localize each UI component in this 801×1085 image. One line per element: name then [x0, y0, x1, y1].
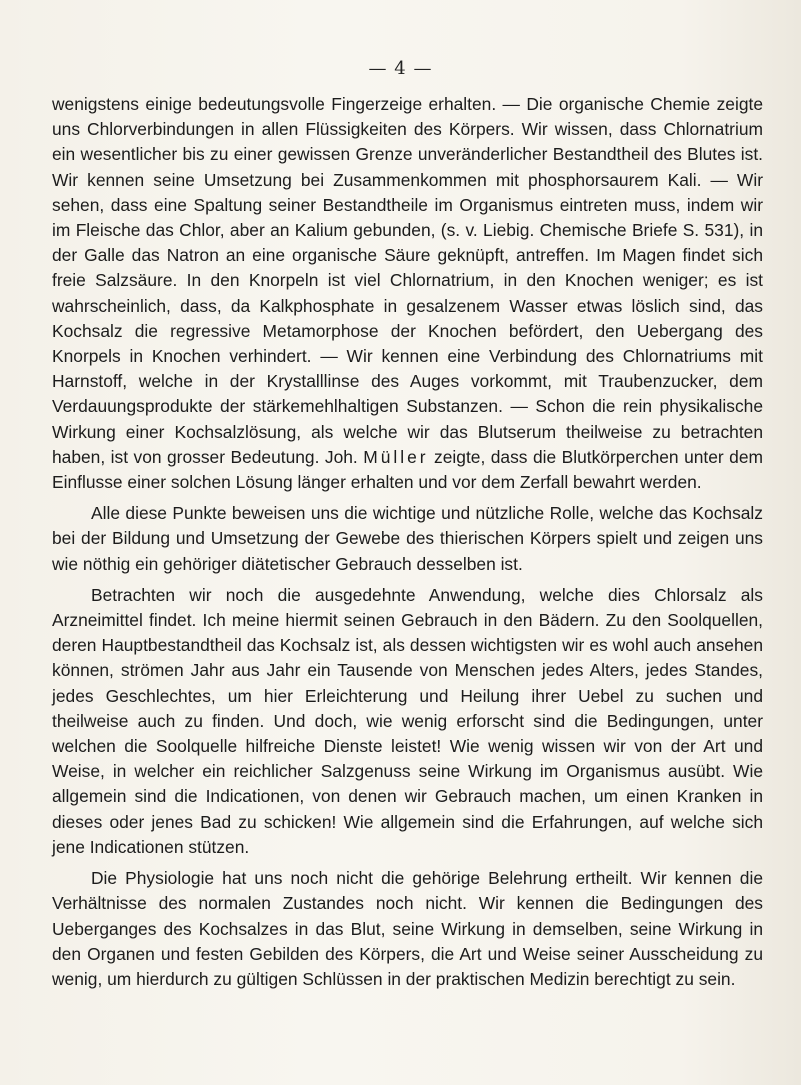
page-number: — 4 —	[368, 58, 433, 79]
paragraph-1-part-1: wenigstens einige bedeutungsvolle Fingerzeige erhalten. — Die organische Chemie zeigte uns Chlorverbindungen in allen Flüssigkeiten des Körpers. Wir wissen, dass Chlornatrium ein wesentlicher bis zu einer gewissen Grenze unveränderlicher Bestandtheil des Blutes ist. Wir kennen seine Umsetzung bei Zusammenkommen mit phosphorsaurem Kali. — Wir sehen, dass eine Spaltung seiner Bestandtheile im Organismus eintreten muss, indem wir im Fleische das Chlor, aber an Kalium gebunden, (s. v. Liebig. Chemische Briefe S. 531), in der Galle das Natron an eine organische Säure geknüpft, antreffen. Im Magen findet sich freie Salzsäure. In den Knorpeln ist viel Chlornatrium, in den Knochen weniger; es ist wahrscheinlich, dass, da Kalkphosphate in gesalzenem Wasser etwas löslich sind, das Kochsalz die regressive Metamorphose der Knochen befördert, den Uebergang des Knorpels in Knochen verhindert. — Wir kennen eine Verbindung des Chlornatriums mit Harnstoff, welche in der Krystalllinse des Auges vorkommt, mit Traubenzucker, dem Verdauungsprodukte der stärkemehlhaltigen Substanzen. — Schon die rein physikalische Wirkung einer Kochsalzlösung, als welche wir das Blutserum theilweise zu betrachten haben, ist von grosser Bedeutung. Joh.	[52, 94, 763, 467]
paragraph-2: Alle diese Punkte beweisen uns die wichtige und nützliche Rolle, welche das Kochsalz bei der Bildung und Umsetzung der Gewebe des thierischen Körpers spielt und zeigen uns wie nöthig ein gehöriger diätetischer Gebrauch desselben ist.	[52, 503, 763, 574]
paragraph-3: Betrachten wir noch die ausgedehnte Anwendung, welche dies Chlorsalz als Arzneimittel findet. Ich meine hiermit seinen Gebrauch in den Bädern. Zu den Soolquellen, deren Hauptbestandtheil das Kochsalz ist, als dessen wichtigsten wir es wohl auch ansehen können, strömen Jahr aus Jahr ein Tausende von Menschen jedes Alters, jedes Standes, jedes Geschlechtes, um hier Erleichterung und Heilung ihrer Uebel zu suchen und theilweise auch zu finden. Und doch, wie wenig erforscht sind die Bedingungen, unter welchen die Soolquelle hilfreiche Dienste leistet! Wie wenig wissen wir von der Art und Weise, in welcher ein reichlicher Salzgenuss seine Wirkung im Organismus ausübt. Wie allgemein sind die Indicationen, von denen wir Gebrauch machen, um einen Kranken in dieses oder jenes Bad zu schicken! Wie allgemein sind die Erfahrungen, auf welche sich jene Indicationen stützen.	[52, 584, 763, 857]
body-text	[52, 92, 763, 998]
paragraph-1-part-2: zeigte, dass die Blutkörperchen unter dem Einflusse einer solchen Lösung länger erhalten und vor dem Zerfall bewahrt werden.	[52, 446, 763, 493]
author-name-mueller: Müller	[363, 446, 429, 467]
paragraph-1	[52, 92, 763, 495]
paragraph-4: Die Physiologie hat uns noch nicht die gehörige Belehrung ertheilt. Wir kennen die Verhältnisse des normalen Zustandes noch nicht. Wir kennen die Bedingungen des Ueberganges des Kochsalzes in das Blut, seine Wirkung in demselben, seine Wirkung in den Organen und festen Gebilden des Körpers, die Art und Weise seiner Ausscheidung zu wenig, um hierdurch zu gültigen Schlüssen in der praktischen Medizin berechtigt zu sein.	[52, 868, 763, 989]
